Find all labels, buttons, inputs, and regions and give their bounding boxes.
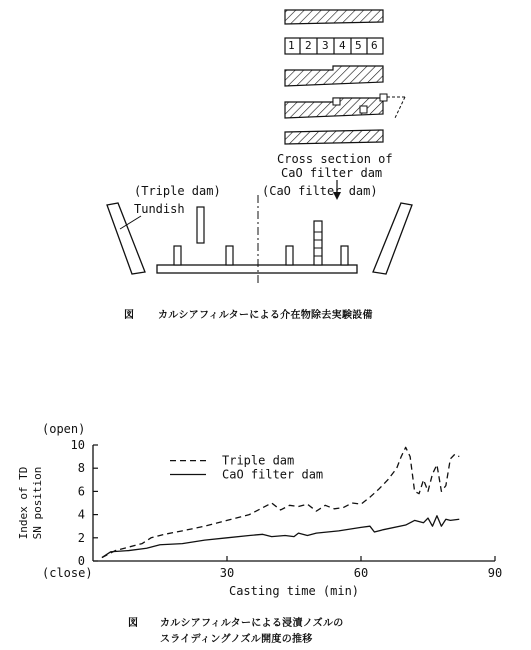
cao-dam-label: (CaO filter dam) xyxy=(262,184,378,198)
y-axis-title-line2: SN position xyxy=(31,466,44,540)
cross-section-stepped-block-1 xyxy=(285,66,383,86)
figure1-caption-prefix: 図 xyxy=(124,310,135,321)
cao-filter-element xyxy=(314,221,322,265)
y-tick-label: 4 xyxy=(77,507,85,522)
y-tick-label: 2 xyxy=(77,530,85,545)
cross-section-label: Cross section of xyxy=(277,152,393,166)
y-tick-label: 10 xyxy=(70,438,85,452)
legend-label-2: CaO filter dam xyxy=(222,467,324,482)
figure2-caption-line2: スライディングノズル開度の推移 xyxy=(160,634,313,645)
segment-3: 3 xyxy=(322,39,329,52)
cao-dam-post-2 xyxy=(341,246,348,265)
segment-5: 5 xyxy=(355,39,362,52)
x-tick-label: 30 xyxy=(219,566,235,580)
segment-2: 2 xyxy=(305,39,312,52)
y-tick-label: 0 xyxy=(77,554,85,568)
segment-6: 6 xyxy=(371,39,378,52)
y-close-note: (close) xyxy=(42,566,93,580)
triple-dam-label: (Triple dam) xyxy=(134,184,221,198)
cao-dam-post-1 xyxy=(286,246,293,265)
series-line-2 xyxy=(102,516,459,558)
figure2-caption-line1: カルシアフィルターによる浸漬ノズルの xyxy=(160,618,344,629)
y-tick-label: 6 xyxy=(77,484,85,499)
segment-4: 4 xyxy=(339,39,346,52)
x-tick-label: 60 xyxy=(353,566,369,580)
tundish-floor xyxy=(157,265,357,273)
cross-section-top-block xyxy=(285,10,383,24)
x-tick-label: 90 xyxy=(487,566,503,580)
cross-section-bottom-block xyxy=(285,130,383,144)
apparatus-diagram xyxy=(0,0,531,300)
tundish-label: Tundish xyxy=(134,202,185,216)
cross-section-stepped-block-2 xyxy=(285,94,405,118)
tundish-right-wall xyxy=(373,203,412,274)
figure2-caption-prefix: 図 xyxy=(128,618,139,629)
triple-dam-weir xyxy=(197,207,204,243)
legend-label-1: Triple dam xyxy=(222,453,295,468)
y-tick-label: 8 xyxy=(77,461,85,476)
segment-1: 1 xyxy=(288,39,295,52)
triple-dam-post-2 xyxy=(226,246,233,265)
sn-position-chart xyxy=(0,410,531,600)
cross-section-label-2: CaO filter dam xyxy=(281,166,383,180)
x-axis-title: Casting time (min) xyxy=(228,584,360,598)
y-axis-title-line1: Index of TD xyxy=(17,466,30,540)
figure1-caption: カルシアフィルターによる介在物除去実験設備 xyxy=(158,310,373,321)
y-open-note: (open) xyxy=(42,422,86,436)
segmented-filter-block xyxy=(285,38,383,54)
triple-dam-post-1 xyxy=(174,246,181,265)
